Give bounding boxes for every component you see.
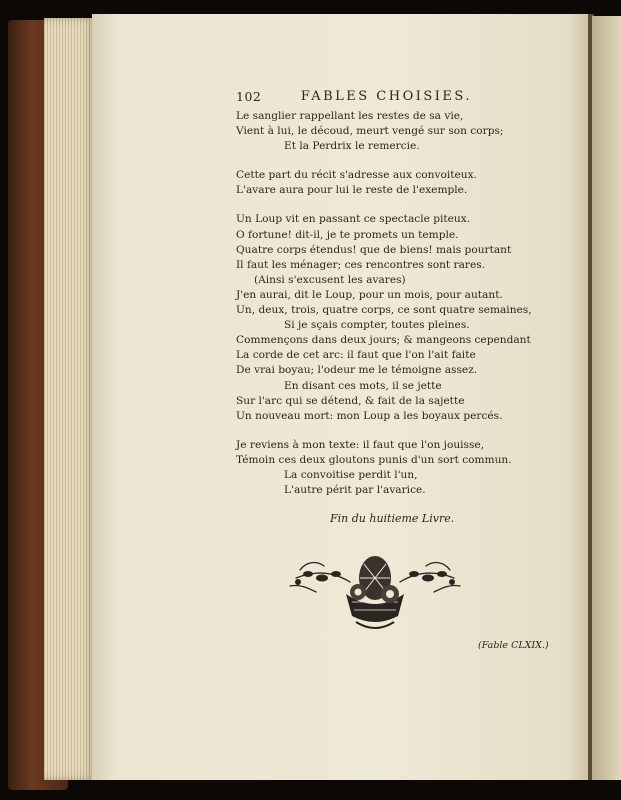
verse-body xyxy=(236,109,532,498)
verse-line: L'autre périt par l'avarice. xyxy=(284,484,426,497)
verse-line: Il faut les ménager; ces rencontres sont rares. xyxy=(236,258,486,271)
verse-line: Un Loup vit en passant ce spectacle piteux. xyxy=(236,213,471,226)
verse-line: Je reviens à mon texte: il faut que l'on jouisse, xyxy=(236,438,485,451)
verse-line: Si je sçais compter, toutes pleines. xyxy=(284,319,470,332)
page-number: 102 xyxy=(236,89,262,104)
stanza-break xyxy=(236,424,526,438)
verse-line: Témoin ces deux gloutons punis d'un sort commun. xyxy=(236,453,512,466)
verse-line: La convoitise perdit l'un, xyxy=(284,468,418,481)
page-header xyxy=(236,89,472,105)
verse-line: J'en aurai, dit le Loup, pour un mois, pour autant. xyxy=(236,288,503,301)
verse-line: Cette part du récit s'adresse aux convoiteux. xyxy=(236,169,477,182)
verse-line: De vrai boyau; l'odeur me le témoigne assez. xyxy=(236,364,478,377)
verse-line: Un nouveau mort: mon Loup a les boyaux percés. xyxy=(236,409,503,422)
facing-page-edge xyxy=(592,16,621,780)
verse-line: Un, deux, trois, quatre corps, ce sont quatre semaines, xyxy=(236,304,532,317)
page-edges xyxy=(44,18,96,780)
verse-line: La corde de cet arc: il faut que l'on l'ait faite xyxy=(236,349,476,362)
verse-line: Quatre corps étendus! que de biens! mais pourtant xyxy=(236,243,512,256)
stanza-break xyxy=(236,198,526,212)
verse-line: Le sanglier rappellant les restes de sa vie, xyxy=(236,110,464,122)
verse-line: En disant ces mots, il se jette xyxy=(284,379,442,392)
verse-line: Vient à lui, le découd, meurt vengé sur son corps; xyxy=(236,125,504,138)
verse-line: Sur l'arc qui se détend, & fait de la sajette xyxy=(236,394,465,407)
verse-line: L'avare aura pour lui le reste de l'exemple. xyxy=(236,184,468,197)
end-of-book-note: Fin du huitieme Livre. xyxy=(330,512,455,525)
verse-line: Et la Perdrix le remercie. xyxy=(284,140,420,153)
running-title: FABLES CHOISIES. xyxy=(300,89,472,104)
stanza-break xyxy=(236,154,526,168)
floral-basket-vignette-icon xyxy=(286,548,464,634)
catchword: (Fable CLXIX.) xyxy=(478,640,549,651)
verse-line: Commençons dans deux jours; & mangeons cependant xyxy=(236,334,531,347)
verse-line: O fortune! dit-il, je te promets un temple. xyxy=(236,228,459,241)
verse-line: (Ainsi s'excusent les avares) xyxy=(254,273,406,286)
